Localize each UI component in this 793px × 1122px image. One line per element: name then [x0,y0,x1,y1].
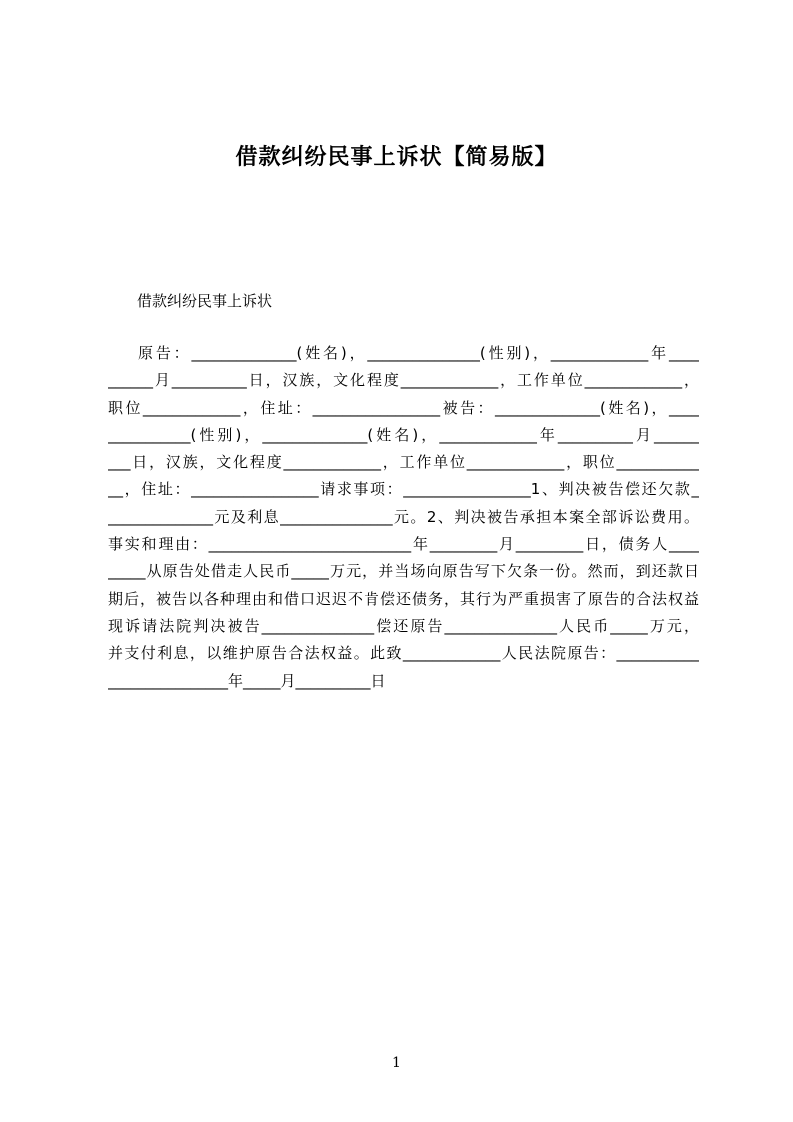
body-line: 期后，被告以各种理由和借口迟迟不肯偿还债务，其行为严重损害了原告的合法权益 [108,589,699,608]
document-body [108,340,699,695]
body-line: 原告：______________(姓名)，_______________(性别)，_____________年____ [138,344,699,362]
body-line: 并支付利息，以维护原告合法权益。此致_____________人民法院原告：___________ [108,644,699,663]
body-line: ______________元及利息_______________元。2、判决被告承担本案全部诉讼费用。 [108,507,699,526]
body-line: 事实和理由：___________________________年_________月_________日，债务人____ [108,535,699,554]
body-line: ______月__________日，汉族，文化程度_____________，工作单位_____________， [108,371,699,390]
page-number: 1 [392,1055,401,1071]
document-subtitle: 借款纠纷民事上诉状 [137,292,273,310]
body-line: ________________年_____月__________日 [108,671,386,690]
body-line: 现诉请法院判决被告_______________偿还原告_______________人民币_____万元， [108,616,699,635]
body-line: _____从原告处借走人民币_____万元，并当场向原告写下欠条一份。然而，到还款日 [108,562,699,581]
body-line: ___________(性别)，______________(姓名)，_____________年__________月______ [108,425,699,444]
page-title: 借款纠纷民事上诉状【简易版】 [235,145,558,170]
body-line: 职位_____________，住址：_________________被告：______________(姓名)，____ [108,398,699,417]
body-line: __，住址：_________________请求事项：_________________1、判决被告偿还欠款_ [108,480,699,499]
body-line: ___日，汉族，文化程度_____________，工作单位_____________，职位___________ [108,453,699,472]
